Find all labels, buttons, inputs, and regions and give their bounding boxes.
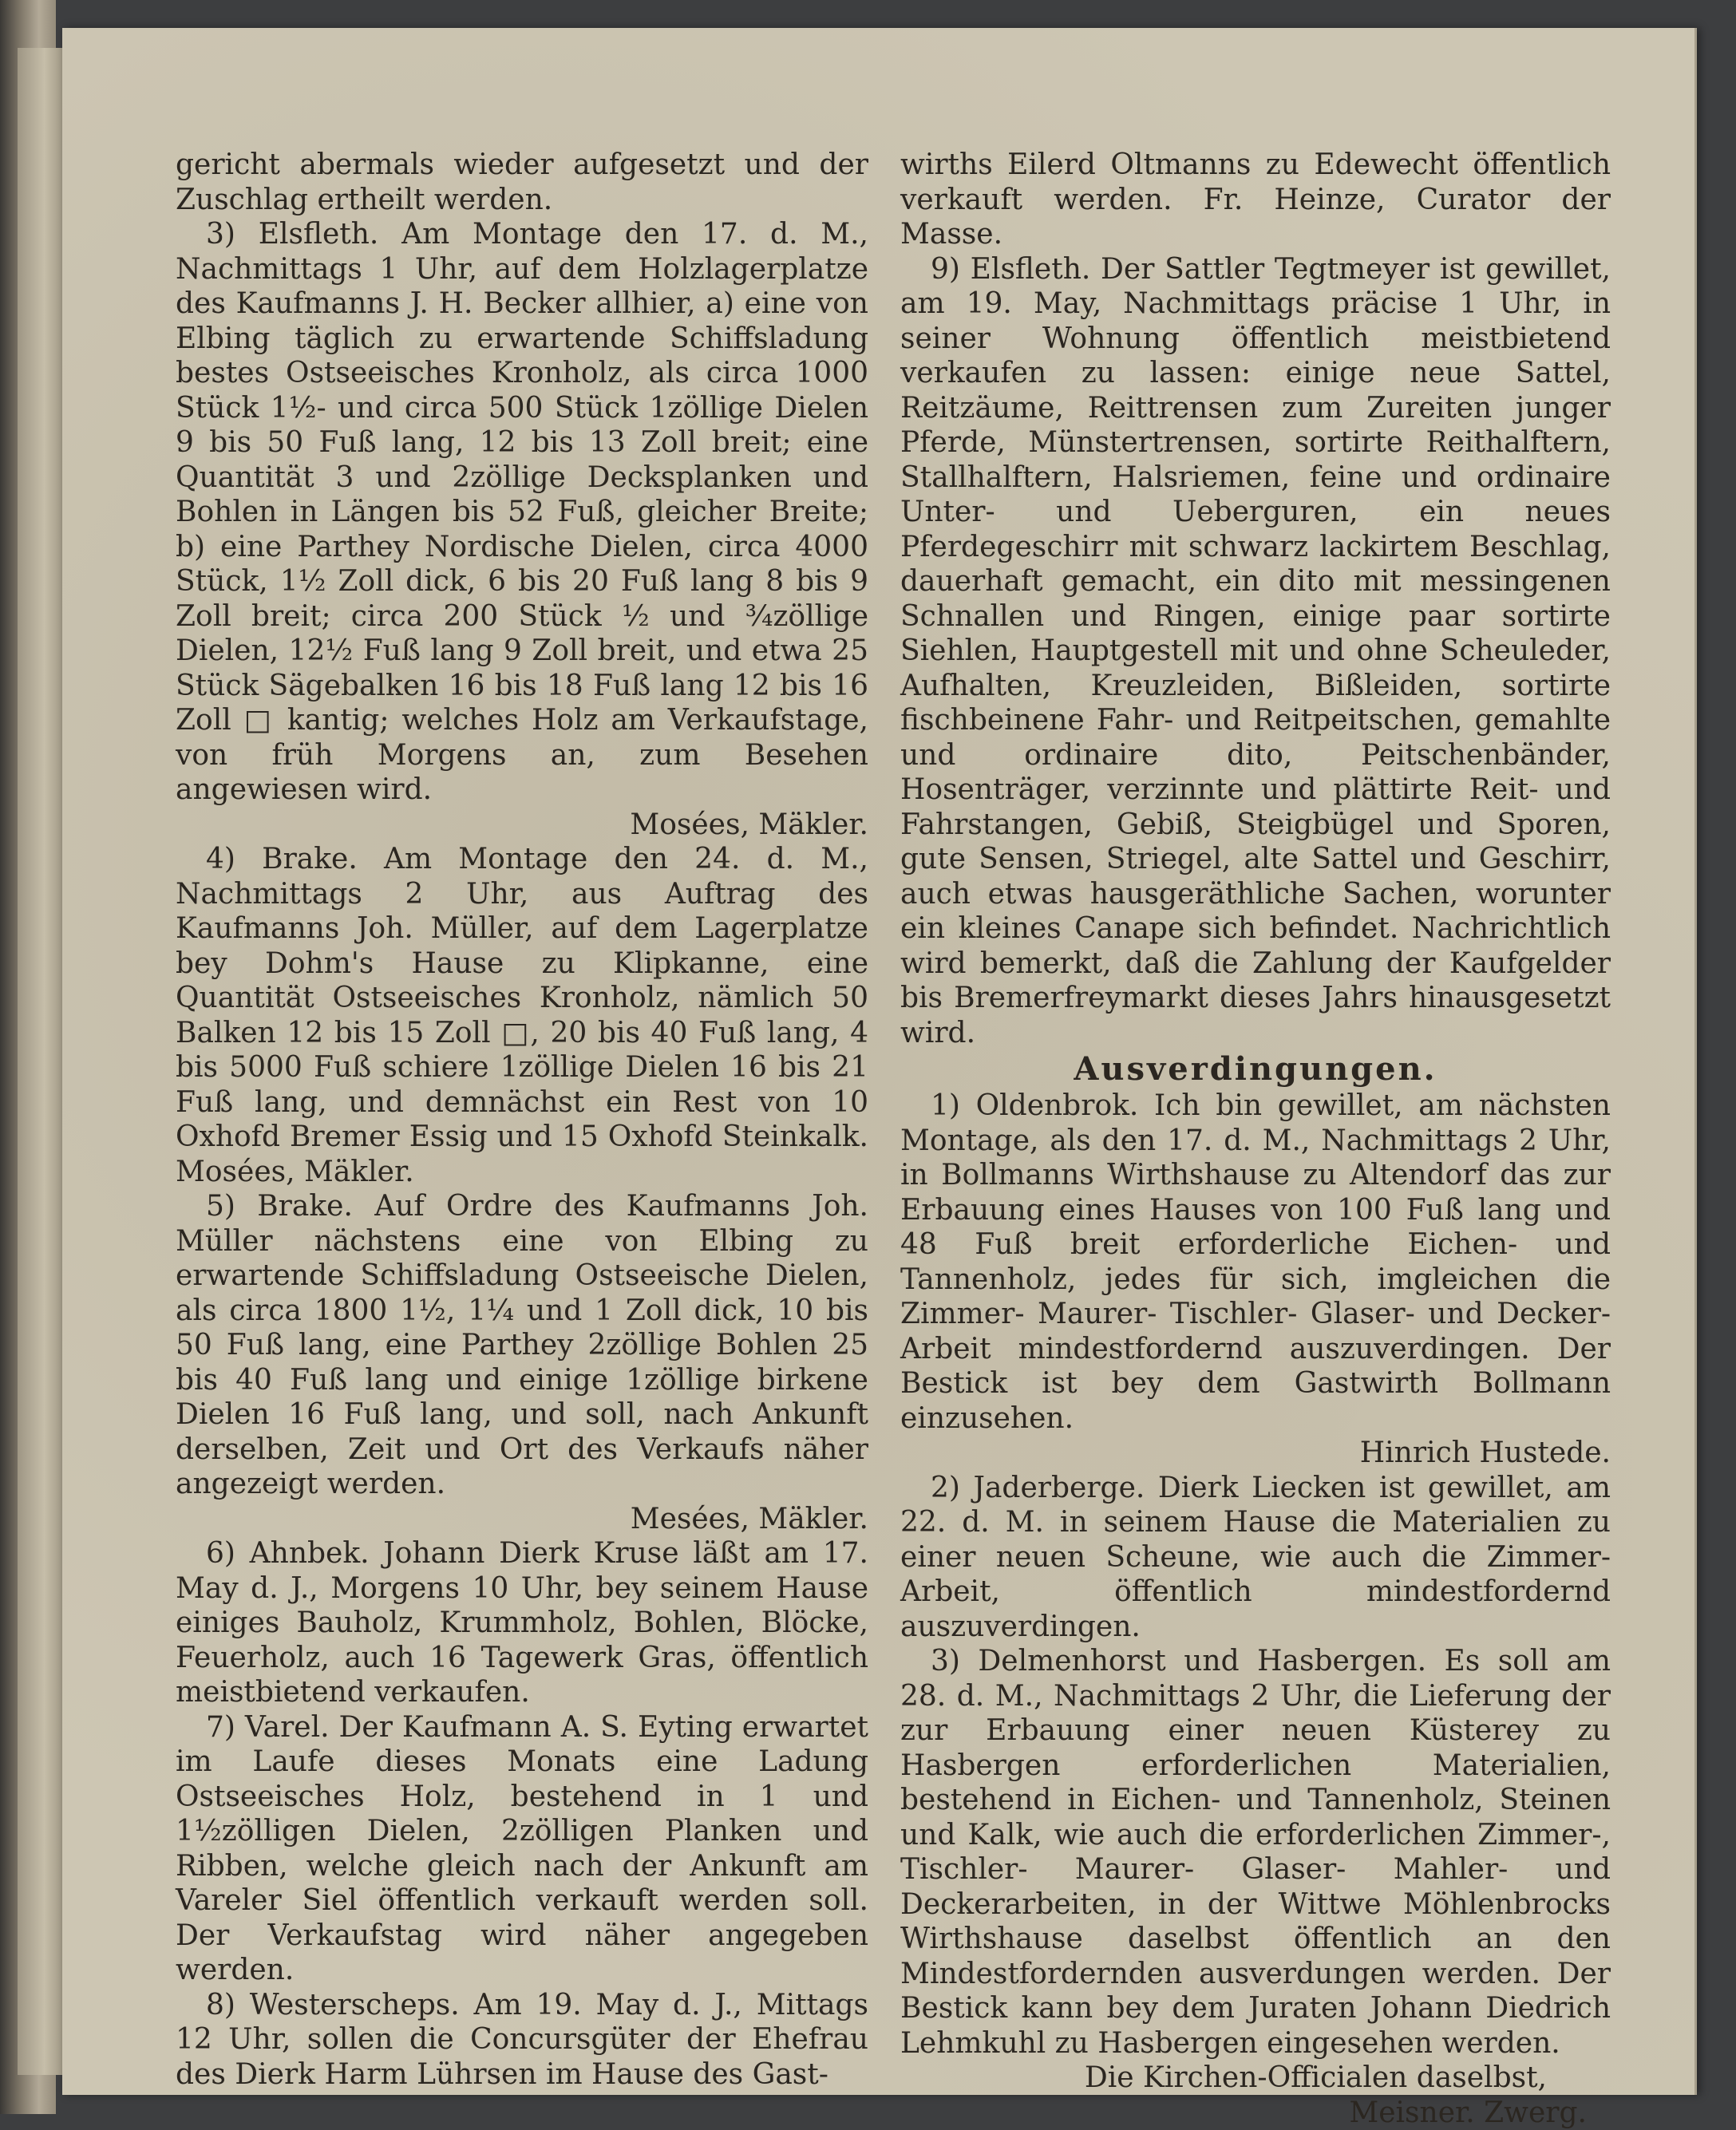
right-column	[900, 148, 1611, 2130]
section-heading: Ausverdingungen.	[900, 1050, 1611, 1089]
announcement-paragraph: 3) Elsfleth. Am Montage den 17. d. M., Nachmittags 1 Uhr, auf dem Holzlagerplatze des Kaufmanns J. H. Becker allhier, a) eine von Elbing täglich zu erwartende Schiffsladung bestes Ostseeisches Kronholz, als circa 1000 Stück 1½- und circa 500 Stück 1zöllige Dielen 9 bis 50 Fuß lang, 12 bis 13 Zoll breit; eine Quantität 3 und 2zöllige Decksplanken und Bohlen in Längen bis 52 Fuß, gleicher Breite; b) eine Parthey Nordische Dielen, circa 4000 Stück, 1½ Zoll dick, 6 bis 20 Fuß lang 8 bis 9 Zoll breit; circa 200 Stück ½ und ¾zöllige Dielen, 12½ Fuß lang 9 Zoll breit, und etwa 25 Stück Sägebalken 16 bis 18 Fuß lang 12 bis 16 Zoll □ kantig; welches Holz am Verkaufstage, von früh Morgens an, zum Besehen angewiesen wird.	[176, 217, 868, 808]
announcement-paragraph: 9) Elsfleth. Der Sattler Tegtmeyer ist gewillet, am 19. May, Nachmittags präcise 1 Uhr, in seiner Wohnung öffentlich meistbietend verkaufen zu lassen: einige neue Sattel, Reitzäume, Reittrensen zum Zureiten junger Pferde, Münstertrensen, sortirte Reithalftern, Stallhalftern, Halsriemen, feine und ordinaire Unter- und Ueberguren, ein neues Pferdegeschirr mit schwarz lackirtem Beschlag, dauerhaft gemacht, ein dito mit messingenen Schnallen und Ringen, einige paar sortirte Siehlen, Hauptgestell mit und ohne Scheuleder, Aufhalten, Kreuzleiden, Bißleiden, sortirte fischbeinene Fahr- und Reitpeitschen, gemahlte und ordinaire dito, Peitschenbänder, Hosenträger, verzinnte und plättirte Reit- und Fahrstangen, Gebiß, Steigbügel und Sporen, gute Sensen, Striegel, alte Sattel und Geschirr, auch etwas hausgeräthliche Sachen, worunter ein kleines Canape sich befindet. Nachrichtlich wird bemerkt, daß die Zahlung der Kaufgelder bis Bremerfreymarkt dieses Jahrs hinausgesetzt wird.	[900, 252, 1611, 1051]
announcement-paragraph: 3) Delmenhorst und Hasbergen. Es soll am 28. d. M., Nachmittags 2 Uhr, die Lieferung der zur Erbauung einer neuen Küsterey zu Hasbergen erforderlichen Materialien, bestehend in Eichen- und Tannenholz, Steinen und Kalk, wie auch die erforderlichen Zimmer-, Tischler- Maurer- Glaser- Mahler- und Deckerarbeiten, in der Wittwe Möhlenbrocks Wirthshause daselbst öffentlich an den Mindestfordernden ausverdungen werden. Der Bestick kann bey dem Juraten Johann Diedrich Lehmkuhl zu Hasbergen eingesehen werden.	[900, 1644, 1611, 2061]
signature: Mesées, Mäkler.	[176, 1502, 868, 1537]
signature: Mosées, Mäkler.	[176, 808, 868, 843]
announcement-paragraph: 6) Ahnbek. Johann Dierk Kruse läßt am 17. May d. J., Morgens 10 Uhr, bey seinem Hause einiges Bauholz, Krummholz, Bohlen, Blöcke, Feuerholz, auch 16 Tagewerk Gras, öffentlich meistbietend verkaufen.	[176, 1536, 868, 1710]
previous-page-edge	[18, 48, 64, 2075]
announcement-paragraph: wirths Eilerd Oltmanns zu Edewecht öffentlich verkauft werden. Fr. Heinze, Curator der Masse.	[900, 148, 1611, 252]
announcement-paragraph: 8) Westerscheps. Am 19. May d. J., Mittags 12 Uhr, sollen die Concursgüter der Ehefrau des Dierk Harm Lührsen im Hause des Gast-	[176, 1988, 868, 2092]
newspaper-page	[62, 28, 1697, 2095]
signature: Meisner. Zwerg.	[900, 2096, 1611, 2130]
announcement-paragraph: 2) Jaderberge. Dierk Liecken ist gewillet, am 22. d. M. in seinem Hause die Materialien zu einer neuen Scheune, wie auch die Zimmer-Arbeit, öffentlich mindestfordernd auszuverdingen.	[900, 1471, 1611, 1645]
announcement-paragraph: 7) Varel. Der Kaufmann A. S. Eyting erwartet im Laufe dieses Monats eine Ladung Ostseeisches Holz, bestehend in 1 und 1½zölligen Dielen, 2zölligen Planken und Ribben, welche gleich nach der Ankunft am Vareler Siel öffentlich verkauft werden soll. Der Verkaufstag wird näher angegeben werden.	[176, 1710, 868, 1988]
announcement-paragraph: 1) Oldenbrok. Ich bin gewillet, am nächsten Montage, als den 17. d. M., Nachmittags 2 Uhr, in Bollmanns Wirthshause zu Altendorf das zur Erbauung eines Hauses von 100 Fuß lang und 48 Fuß breit erforderliche Eichen- und Tannenholz, jedes für sich, imgleichen die Zimmer- Maurer- Tischler- Glaser- und Decker-Arbeit mindestfordernd auszuverdingen. Der Bestick ist bey dem Gastwirth Bollmann einzusehen.	[900, 1089, 1611, 1436]
signature: Die Kirchen-Officialen daselbst,	[900, 2061, 1611, 2096]
announcement-paragraph: 4) Brake. Am Montage den 24. d. M., Nachmittags 2 Uhr, aus Auftrag des Kaufmanns Joh. Müller, auf dem Lagerplatze bey Dohm's Hause zu Klipkanne, eine Quantität Ostseeisches Kronholz, nämlich 50 Balken 12 bis 15 Zoll □, 20 bis 40 Fuß lang, 4 bis 5000 Fuß schiere 1zöllige Dielen 16 bis 21 Fuß lang, und demnächst ein Rest von 10 Oxhofd Bremer Essig und 15 Oxhofd Steinkalk. Mosées, Mäkler.	[176, 842, 868, 1189]
left-column	[176, 148, 868, 2092]
signature: Hinrich Hustede.	[900, 1436, 1611, 1471]
announcement-paragraph: gericht abermals wieder aufgesetzt und der Zuschlag ertheilt werden.	[176, 148, 868, 217]
announcement-paragraph: 5) Brake. Auf Ordre des Kaufmanns Joh. Müller nächstens eine von Elbing zu erwartende Schiffsladung Ostseeische Dielen, als circa 1800 1½, 1¼ und 1 Zoll dick, 10 bis 50 Fuß lang, eine Parthey 2zöllige Bohlen 25 bis 40 Fuß lang und einige 1zöllige birkene Dielen 16 Fuß lang, und soll, nach Ankunft derselben, Zeit und Ort des Verkaufs näher angezeigt werden.	[176, 1189, 868, 1502]
